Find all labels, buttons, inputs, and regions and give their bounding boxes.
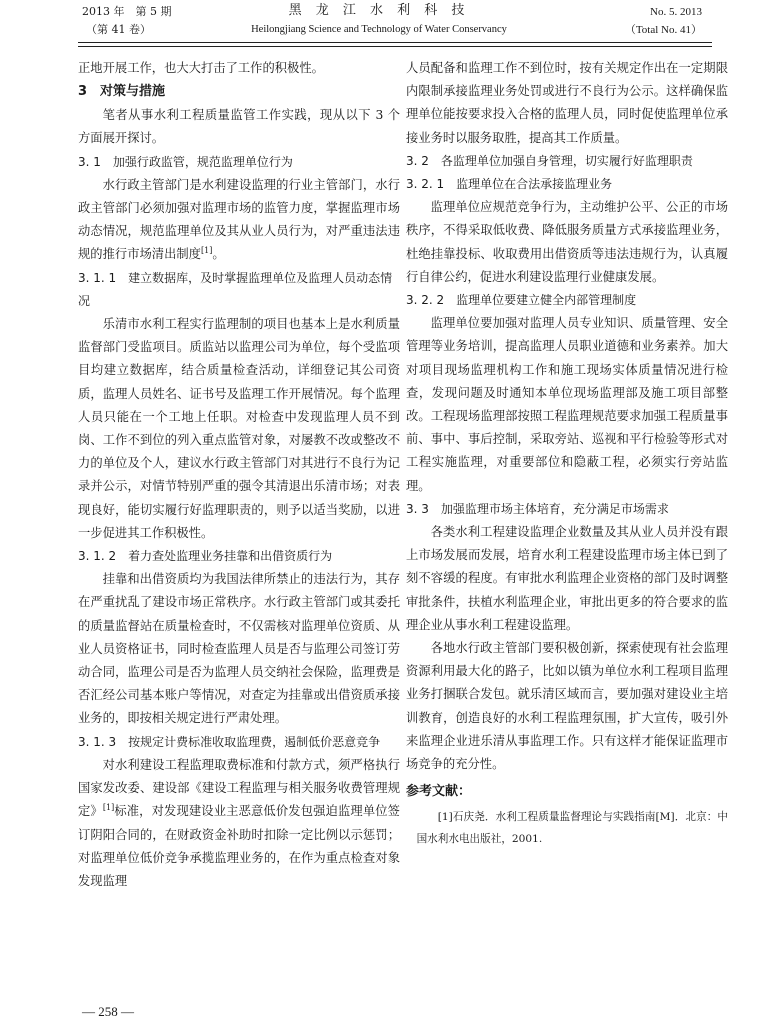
paragraph-3-3-1: 各类水利工程建设监理企业数量及其从业人员并没有跟上市场发展而发展，培育水利工程建设监理市场主体已到了刻不容缓的程度。有审批水利监理企业资格的部门及时调整审批条件，扶植水利监理企业，审批出更多的符合要求的监理企业从事水利工程建设监理。: [406, 525, 728, 632]
header-rule: [78, 42, 712, 43]
right-column: [406, 57, 728, 850]
journal-title-en: Heilongjiang Science and Technology of Water Conservancy: [251, 24, 507, 35]
left-column: [78, 57, 400, 893]
paragraph-3-1-3-end: 标准，对发现建设业主恶意低价发包强迫监理单位签订阴阳合同的，在财政资金补助时扣除一定比例以示惩罚；对监理单位低价竞争承揽监理业务的，在作为重点检查对象发现监理: [78, 804, 400, 888]
subsection-heading-3-1: 3. 1 加强行政监管，规范监理单位行为: [78, 154, 293, 169]
subsection-heading-3-1-2: 3. 1. 2 着力查处监理业务挂靠和出借资质行为: [78, 549, 333, 564]
paragraph-3-1-text: 水行政主管部门是水利建设监理的行业主管部门，水行政主管部门必须加强对监理市场的监管力度，掌握监理市场动态情况，规范监理单位及其从业人员行为，对严重违法违规的推行市场清出制度: [78, 177, 400, 262]
subsection-heading-3-2-1: 3. 2. 1 监理单位在合法承接监理业务: [406, 177, 613, 192]
paragraph-3-1-2: 挂靠和出借资质均为我国法律所禁止的违法行为，其存在严重扰乱了建设市场正常秩序。水行政主管部门或其委托的质量监督站在质量检查时，不仅需核对监理单位资质、从业人员资格证书，同时检查监理人员是否与监理公司签订劳动合同，监理公司是否为监理人员交纳社会保险，监理费是否汇经公司基本账户等情况，对查定为挂靠或出借资质承接业务的，即按相关规定进行严肃处理。: [78, 572, 400, 726]
subsection-heading-3-2-2: 3. 2. 2 监理单位要建立健全内部管理制度: [406, 293, 637, 308]
paragraph-3-2-2: 监理单位要加强对监理人员专业知识、质量管理、安全管理等业务培训，提高监理人员职业道德和业务素养。加大对项目现场监理机构工作和施工现场实体质量情况进行检查，发现问题及时通知本单位现场监理部及施工项目部整改。工程现场监理部按照工程监理规范要求加强工程质量事前、事中、事后控制，采取旁站、巡视和平行检验等形式对工程实施监理，对重要部位和隐蔽工程，必须实行旁站监理。: [406, 316, 728, 493]
paragraph-3-1-3-text: 对水利建设工程监理取费标准和付款方式，须严格执行国家发改委、建设部《建设工程监理与相关服务收费管理规定》: [78, 757, 400, 819]
volume: （第 41 卷）: [86, 23, 151, 36]
page-header: [0, 0, 758, 58]
issue-number: No. 5. 2013: [650, 6, 702, 18]
header-rule-thin: [78, 46, 712, 47]
paragraph-intro: 笔者从事水利工程质量监管工作实践，现从以下 3 个方面展开探讨。: [78, 108, 400, 146]
section-heading-3: 3 对策与措施: [78, 84, 166, 100]
subsection-heading-3-2: 3. 2 各监理单位加强自身管理，切实履行好监理职责: [406, 153, 693, 168]
reference-item: [1]石庆尧．水利工程质量监督理论与实践指南[M]．北京：中国水利水电出版社，2001.: [416, 811, 728, 846]
subsection-heading-3-1-3: 3. 1. 3 按规定计费标准收取监理费，遏制低价恶意竞争: [78, 734, 381, 749]
paragraph-3-1: [78, 174, 400, 267]
page-number: — 258 —: [82, 1004, 134, 1019]
references-heading: 参考文献：: [406, 784, 472, 800]
total-number: （Total No. 41）: [624, 24, 702, 36]
citation-ref: [1]: [102, 803, 115, 813]
paragraph-3-1-1: 乐清市水利工程实行监理制的项目也基本上是水利质量监督部门受监项目。质监站以监理公司为单位，每个受监项目均建立数据库，结合质量检查活动，详细登记其公司资质，监理人员姓名、证书号及监理工作开展情况。每个监理人员只能在一个工地上任职。对检查中发现监理人员不到岗、工作不到位的列入重点监管对象，对屡教不改或整改不力的单位及个人，建议水行政主管部门对其进行不良行为记录并公示，对情节特别严重的强令其清退出乐清市场；对表现良好，能切实履行好监理职责的，则予以适当奖励，以进一步促进其工作积极性。: [78, 317, 400, 540]
subsection-heading-3-1-1: 3. 1. 1 建立数据库，及时掌握监理单位及监理人员动态情况: [78, 270, 393, 308]
paragraph-3-1-end: 。: [212, 247, 225, 262]
paragraph-3-1-3: [78, 754, 400, 893]
paragraph-continued: 正地开展工作，也大大打击了工作的积极性。: [78, 61, 324, 75]
citation-ref: [1]: [200, 246, 213, 256]
paragraph-3-3-2: 各地水行政主管部门要积极创新，探索使现有社会监理资源利用最大化的路子，比如以镇为单位水利工程项目监理业务打捆联合发包。就乐清区域而言，要加强对建设业主培训教育，创造良好的水利工程监理氛围，扩大宣传，吸引外来监理企业进乐清从事监理工作。只有这样才能保证监理市场竞争的充分性。: [406, 641, 728, 772]
year-issue: 2013 年 第 5 期: [82, 5, 172, 18]
subsection-heading-3-3: 3. 3 加强监理市场主体培育，充分满足市场需求: [406, 501, 669, 516]
journal-title-cn: 黑 龙 江 水 利 科 技: [288, 3, 470, 18]
paragraph-continued: 人员配备和监理工作不到位时，按有关规定作出在一定期限内限制承接监理业务处罚或进行不良行为公示。这样确保监理单位能按要求投入合格的监理人员，同时促使监理单位承接业务时以服务取胜，提高其工作质量。: [406, 61, 728, 145]
paragraph-3-2-1: 监理单位应规范竞争行为，主动维护公平、公正的市场秩序，不得采取低收费、降低服务质量方式承接监理业务，杜绝挂靠投标、收取费用出借资质等违法违规行为，认真履行自律公约，促进水利建设监理行业健康发展。: [406, 200, 728, 284]
